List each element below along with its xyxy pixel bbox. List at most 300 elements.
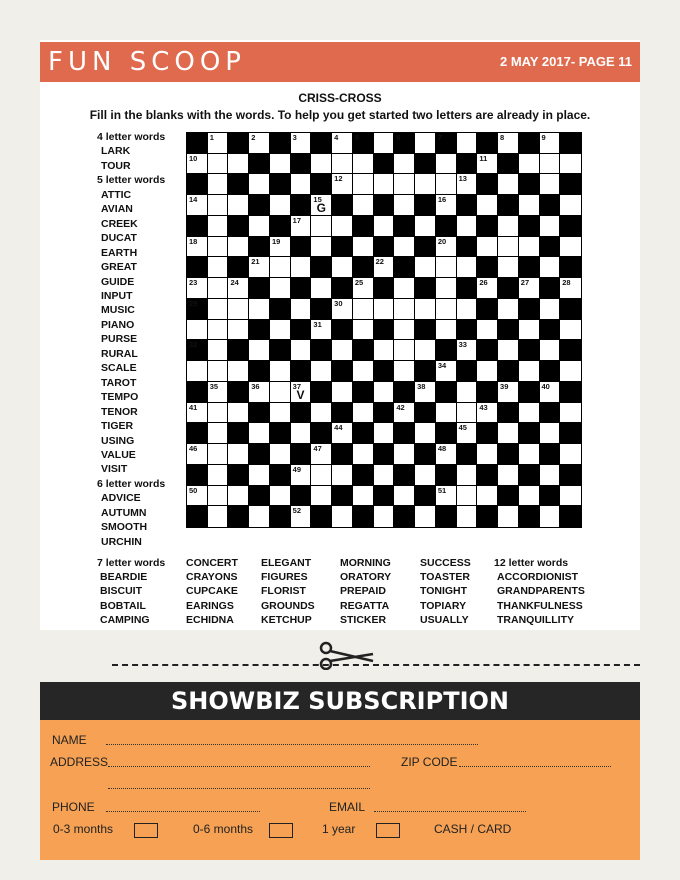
crossword-grid[interactable] xyxy=(186,132,582,528)
option-label: 0-6 months xyxy=(193,822,254,836)
grid-block xyxy=(394,423,415,444)
grid-cell[interactable] xyxy=(498,382,519,403)
grid-cell[interactable] xyxy=(270,486,291,507)
grid-cell[interactable] xyxy=(228,154,249,175)
grid-cell[interactable] xyxy=(187,237,208,258)
grid-cell[interactable] xyxy=(560,486,581,507)
grid-cell[interactable] xyxy=(415,465,436,486)
grid-cell[interactable] xyxy=(560,195,581,216)
grid-cell[interactable] xyxy=(498,299,519,320)
clue-number: 1 xyxy=(209,133,214,142)
grid-block xyxy=(374,154,395,175)
grid-cell[interactable] xyxy=(228,299,249,320)
name-label: NAME xyxy=(52,733,87,747)
grid-cell[interactable] xyxy=(394,174,415,195)
grid-cell[interactable] xyxy=(311,361,332,382)
grid-cell[interactable] xyxy=(540,216,561,237)
cut-line xyxy=(112,664,640,666)
grid-block xyxy=(353,257,374,278)
grid-block xyxy=(187,382,208,403)
grid-block xyxy=(270,506,291,527)
grid-cell[interactable] xyxy=(291,133,312,154)
grid-cell[interactable] xyxy=(477,486,498,507)
grid-cell[interactable] xyxy=(228,361,249,382)
grid-cell[interactable] xyxy=(208,195,229,216)
grid-cell[interactable] xyxy=(208,133,229,154)
grid-cell[interactable] xyxy=(249,340,270,361)
grid-cell[interactable] xyxy=(519,361,540,382)
grid-block xyxy=(560,299,581,320)
grid-cell[interactable] xyxy=(270,278,291,299)
grid-cell[interactable] xyxy=(560,444,581,465)
grid-cell[interactable] xyxy=(477,361,498,382)
word-item: GREAT xyxy=(101,261,137,274)
grid-block xyxy=(291,237,312,258)
grid-cell[interactable] xyxy=(436,299,457,320)
grid-cell[interactable] xyxy=(208,154,229,175)
grid-cell[interactable] xyxy=(519,444,540,465)
grid-cell[interactable] xyxy=(394,444,415,465)
grid-cell[interactable] xyxy=(311,465,332,486)
grid-cell[interactable] xyxy=(519,403,540,424)
grid-cell[interactable] xyxy=(436,174,457,195)
grid-cell[interactable] xyxy=(498,340,519,361)
grid-cell[interactable] xyxy=(332,340,353,361)
grid-block xyxy=(498,320,519,341)
grid-cell[interactable] xyxy=(311,195,332,216)
grid-cell[interactable] xyxy=(498,465,519,486)
grid-cell[interactable] xyxy=(332,506,353,527)
grid-cell[interactable] xyxy=(332,423,353,444)
word-item: TENOR xyxy=(101,405,138,418)
grid-cell[interactable] xyxy=(353,154,374,175)
grid-cell[interactable] xyxy=(477,237,498,258)
grid-cell[interactable] xyxy=(249,506,270,527)
word-item: ATTIC xyxy=(101,188,132,201)
grid-cell[interactable] xyxy=(540,382,561,403)
clue-number: 49 xyxy=(292,464,302,474)
grid-cell[interactable] xyxy=(415,133,436,154)
grid-cell[interactable] xyxy=(540,340,561,361)
grid-cell[interactable] xyxy=(498,174,519,195)
grid-cell[interactable] xyxy=(291,174,312,195)
grid-cell[interactable] xyxy=(477,320,498,341)
clue-number: 13 xyxy=(458,174,467,184)
grid-cell[interactable] xyxy=(270,195,291,216)
grid-block xyxy=(291,403,312,424)
grid-cell[interactable] xyxy=(457,382,478,403)
grid-cell[interactable] xyxy=(208,403,229,424)
grid-cell[interactable] xyxy=(187,486,208,507)
grid-cell[interactable] xyxy=(457,403,478,424)
grid-block xyxy=(540,486,561,507)
grid-cell[interactable] xyxy=(187,154,208,175)
word-item: REGATTA xyxy=(340,599,390,612)
clue-number: 41 xyxy=(189,402,198,412)
grid-cell[interactable] xyxy=(477,444,498,465)
grid-cell[interactable] xyxy=(394,361,415,382)
grid-cell[interactable] xyxy=(353,174,374,195)
grid-cell[interactable] xyxy=(498,257,519,278)
grid-cell[interactable] xyxy=(540,174,561,195)
grid-cell[interactable] xyxy=(394,403,415,424)
clue-number: 46 xyxy=(189,444,198,454)
grid-block xyxy=(187,216,208,237)
grid-cell[interactable] xyxy=(187,320,208,341)
grid-block xyxy=(332,403,353,424)
grid-cell[interactable] xyxy=(228,403,249,424)
word-item: PIANO xyxy=(101,318,135,331)
grid-cell[interactable] xyxy=(374,465,395,486)
word-item: SCALE xyxy=(101,362,137,375)
grid-cell[interactable] xyxy=(270,320,291,341)
five-letter-header: 5 letter words xyxy=(97,174,166,187)
grid-block xyxy=(187,465,208,486)
grid-cell[interactable] xyxy=(332,216,353,237)
grid-cell[interactable] xyxy=(436,486,457,507)
grid-block xyxy=(415,361,436,382)
grid-cell[interactable] xyxy=(208,444,229,465)
address-field-line-2[interactable] xyxy=(108,788,370,789)
grid-cell[interactable] xyxy=(477,195,498,216)
grid-cell[interactable] xyxy=(353,320,374,341)
grid-block xyxy=(249,361,270,382)
grid-cell[interactable] xyxy=(477,403,498,424)
grid-cell[interactable] xyxy=(540,423,561,444)
grid-cell[interactable] xyxy=(353,444,374,465)
word-item: TOPIARY xyxy=(420,599,467,612)
grid-cell[interactable] xyxy=(560,237,581,258)
grid-cell[interactable] xyxy=(374,340,395,361)
grid-block xyxy=(249,154,270,175)
grid-cell[interactable] xyxy=(228,444,249,465)
grid-cell[interactable] xyxy=(519,486,540,507)
grid-cell[interactable] xyxy=(208,257,229,278)
grid-cell[interactable] xyxy=(332,382,353,403)
grid-cell[interactable] xyxy=(270,257,291,278)
grid-cell[interactable] xyxy=(187,361,208,382)
grid-cell[interactable] xyxy=(249,423,270,444)
grid-cell[interactable] xyxy=(457,465,478,486)
grid-cell[interactable] xyxy=(540,257,561,278)
option-3-months-checkbox[interactable] xyxy=(134,823,158,838)
grid-cell[interactable] xyxy=(415,340,436,361)
grid-cell[interactable] xyxy=(436,237,457,258)
grid-cell[interactable] xyxy=(519,154,540,175)
grid-cell[interactable] xyxy=(311,444,332,465)
grid-cell[interactable] xyxy=(560,278,581,299)
grid-block xyxy=(249,320,270,341)
phone-label: PHONE xyxy=(52,800,95,814)
address-field[interactable] xyxy=(108,766,370,767)
grid-cell[interactable] xyxy=(311,237,332,258)
grid-block xyxy=(477,174,498,195)
puzzle-instructions: Fill in the blanks with the words. To help you get started two letters are already in place. xyxy=(89,108,591,122)
grid-cell[interactable] xyxy=(208,506,229,527)
grid-cell[interactable] xyxy=(311,216,332,237)
option-1-year-checkbox[interactable] xyxy=(376,823,400,838)
grid-cell[interactable] xyxy=(270,444,291,465)
grid-cell[interactable] xyxy=(415,506,436,527)
grid-cell[interactable] xyxy=(208,174,229,195)
grid-cell[interactable] xyxy=(540,133,561,154)
grid-cell[interactable] xyxy=(249,299,270,320)
grid-cell[interactable] xyxy=(311,154,332,175)
grid-cell[interactable] xyxy=(436,361,457,382)
grid-cell[interactable] xyxy=(457,216,478,237)
grid-cell[interactable] xyxy=(560,403,581,424)
grid-cell[interactable] xyxy=(249,382,270,403)
grid-block xyxy=(249,237,270,258)
grid-cell[interactable] xyxy=(415,174,436,195)
grid-block xyxy=(457,444,478,465)
grid-block xyxy=(332,195,353,216)
grid-cell[interactable] xyxy=(394,154,415,175)
clue-number: 7 xyxy=(437,133,442,142)
grid-cell[interactable] xyxy=(457,506,478,527)
grid-block xyxy=(249,403,270,424)
grid-block xyxy=(270,465,291,486)
grid-cell[interactable] xyxy=(187,444,208,465)
grid-cell[interactable] xyxy=(332,465,353,486)
seven-letter-col-4 xyxy=(337,556,391,627)
grid-block xyxy=(457,237,478,258)
grid-cell[interactable] xyxy=(436,154,457,175)
option-6-months-checkbox[interactable] xyxy=(269,823,293,838)
grid-cell[interactable] xyxy=(540,299,561,320)
clue-number: 17 xyxy=(292,215,302,225)
grid-cell[interactable] xyxy=(560,361,581,382)
grid-cell[interactable] xyxy=(353,361,374,382)
grid-cell[interactable] xyxy=(353,237,374,258)
grid-cell[interactable] xyxy=(540,506,561,527)
grid-cell[interactable] xyxy=(311,486,332,507)
grid-cell[interactable] xyxy=(457,423,478,444)
grid-cell[interactable] xyxy=(436,444,457,465)
grid-cell[interactable] xyxy=(498,237,519,258)
grid-cell[interactable] xyxy=(415,257,436,278)
grid-cell[interactable] xyxy=(394,237,415,258)
grid-cell[interactable] xyxy=(457,299,478,320)
grid-cell[interactable] xyxy=(498,216,519,237)
grid-cell[interactable] xyxy=(457,257,478,278)
grid-cell[interactable] xyxy=(291,423,312,444)
grid-cell[interactable] xyxy=(457,340,478,361)
grid-block xyxy=(270,340,291,361)
word-list-left xyxy=(97,130,165,549)
grid-cell[interactable] xyxy=(519,320,540,341)
grid-cell[interactable] xyxy=(560,320,581,341)
grid-cell[interactable] xyxy=(311,278,332,299)
grid-cell[interactable] xyxy=(498,133,519,154)
grid-cell[interactable] xyxy=(415,299,436,320)
grid-cell[interactable] xyxy=(249,133,270,154)
grid-cell[interactable] xyxy=(519,237,540,258)
clue-number: 42 xyxy=(396,402,405,412)
grid-block xyxy=(560,423,581,444)
grid-cell[interactable] xyxy=(208,382,229,403)
grid-cell[interactable] xyxy=(208,320,229,341)
grid-block xyxy=(560,340,581,361)
grid-cell[interactable] xyxy=(353,403,374,424)
word-item: TAROT xyxy=(101,376,137,389)
name-field[interactable] xyxy=(106,744,478,745)
grid-cell[interactable] xyxy=(436,403,457,424)
grid-block xyxy=(477,133,498,154)
grid-cell[interactable] xyxy=(353,486,374,507)
grid-cell[interactable] xyxy=(415,423,436,444)
grid-cell[interactable] xyxy=(208,361,229,382)
grid-cell[interactable] xyxy=(291,382,312,403)
grid-block xyxy=(353,465,374,486)
grid-cell[interactable] xyxy=(560,154,581,175)
grid-cell[interactable] xyxy=(187,195,208,216)
grid-cell[interactable] xyxy=(208,340,229,361)
grid-block xyxy=(291,320,312,341)
grid-cell[interactable] xyxy=(332,133,353,154)
grid-cell[interactable] xyxy=(353,278,374,299)
grid-cell[interactable] xyxy=(208,423,229,444)
grid-cell[interactable] xyxy=(291,465,312,486)
grid-cell[interactable] xyxy=(457,486,478,507)
grid-cell[interactable] xyxy=(249,216,270,237)
grid-block xyxy=(332,444,353,465)
grid-cell[interactable] xyxy=(249,174,270,195)
grid-cell[interactable] xyxy=(353,195,374,216)
grid-cell[interactable] xyxy=(394,195,415,216)
word-item: CAMPING xyxy=(100,613,150,626)
grid-cell[interactable] xyxy=(436,195,457,216)
grid-cell[interactable] xyxy=(374,174,395,195)
grid-block xyxy=(415,486,436,507)
grid-cell[interactable] xyxy=(270,154,291,175)
grid-cell[interactable] xyxy=(353,299,374,320)
grid-block xyxy=(249,444,270,465)
grid-cell[interactable] xyxy=(249,465,270,486)
grid-cell[interactable] xyxy=(477,154,498,175)
grid-block xyxy=(228,382,249,403)
grid-cell[interactable] xyxy=(477,278,498,299)
grid-cell[interactable] xyxy=(228,486,249,507)
grid-cell[interactable] xyxy=(436,278,457,299)
word-item: CRAYONS xyxy=(186,571,238,584)
grid-cell[interactable] xyxy=(291,257,312,278)
grid-cell[interactable] xyxy=(374,299,395,320)
grid-cell[interactable] xyxy=(208,465,229,486)
grid-cell[interactable] xyxy=(208,237,229,258)
grid-cell[interactable] xyxy=(436,257,457,278)
email-field[interactable] xyxy=(374,811,526,812)
word-item: URCHIN xyxy=(101,535,142,548)
grid-block xyxy=(498,444,519,465)
grid-cell[interactable] xyxy=(187,278,208,299)
grid-cell[interactable] xyxy=(249,257,270,278)
grid-cell[interactable] xyxy=(394,486,415,507)
grid-cell[interactable] xyxy=(270,403,291,424)
grid-block xyxy=(353,506,374,527)
email-label: EMAIL xyxy=(329,800,366,814)
clue-number: 40 xyxy=(541,381,550,391)
grid-cell[interactable] xyxy=(228,237,249,258)
grid-cell[interactable] xyxy=(394,278,415,299)
grid-cell[interactable] xyxy=(374,133,395,154)
grid-cell[interactable] xyxy=(270,361,291,382)
grid-cell[interactable] xyxy=(415,216,436,237)
grid-cell[interactable] xyxy=(311,403,332,424)
grid-cell[interactable] xyxy=(208,299,229,320)
grid-cell[interactable] xyxy=(208,216,229,237)
grid-block xyxy=(436,506,457,527)
grid-cell[interactable] xyxy=(540,154,561,175)
grid-cell[interactable] xyxy=(374,506,395,527)
grid-cell[interactable] xyxy=(208,486,229,507)
grid-block xyxy=(477,465,498,486)
grid-cell[interactable] xyxy=(332,174,353,195)
four-letter-header: 4 letter words xyxy=(97,131,166,143)
grid-cell[interactable] xyxy=(457,174,478,195)
grid-cell[interactable] xyxy=(291,506,312,527)
puzzle-title: CRISS-CROSS xyxy=(298,91,382,105)
header-banner xyxy=(40,42,640,82)
grid-cell[interactable] xyxy=(394,299,415,320)
grid-block xyxy=(374,320,395,341)
grid-cell[interactable] xyxy=(498,506,519,527)
grid-cell[interactable] xyxy=(374,257,395,278)
word-item: TOASTER xyxy=(420,571,470,584)
grid-cell[interactable] xyxy=(374,216,395,237)
grid-cell[interactable] xyxy=(311,320,332,341)
grid-cell[interactable] xyxy=(208,278,229,299)
zip-field[interactable] xyxy=(459,766,611,767)
grid-block xyxy=(374,444,395,465)
grid-cell[interactable] xyxy=(187,403,208,424)
word-item: MUSIC xyxy=(101,304,135,317)
grid-cell[interactable] xyxy=(270,237,291,258)
grid-cell[interactable] xyxy=(332,154,353,175)
grid-cell[interactable] xyxy=(519,195,540,216)
grid-block xyxy=(415,195,436,216)
grid-block xyxy=(311,133,332,154)
phone-field[interactable] xyxy=(106,811,260,812)
grid-cell[interactable] xyxy=(228,195,249,216)
grid-cell[interactable] xyxy=(374,423,395,444)
grid-cell[interactable] xyxy=(270,382,291,403)
grid-block xyxy=(228,340,249,361)
grid-cell[interactable] xyxy=(291,216,312,237)
grid-cell[interactable] xyxy=(436,320,457,341)
grid-cell[interactable] xyxy=(291,340,312,361)
grid-cell[interactable] xyxy=(394,320,415,341)
grid-cell[interactable] xyxy=(498,423,519,444)
grid-cell[interactable] xyxy=(374,382,395,403)
grid-cell[interactable] xyxy=(540,465,561,486)
grid-block xyxy=(270,299,291,320)
grid-cell[interactable] xyxy=(332,257,353,278)
grid-cell[interactable] xyxy=(457,133,478,154)
grid-block xyxy=(187,257,208,278)
grid-cell[interactable] xyxy=(415,382,436,403)
grid-cell[interactable] xyxy=(394,340,415,361)
grid-cell[interactable] xyxy=(332,299,353,320)
grid-cell[interactable] xyxy=(228,320,249,341)
word-item: AUTUMN xyxy=(101,506,147,519)
grid-cell[interactable] xyxy=(291,299,312,320)
grid-cell[interactable] xyxy=(228,278,249,299)
clue-number: 16 xyxy=(437,195,447,205)
grid-cell[interactable] xyxy=(519,278,540,299)
clue-number: 6 xyxy=(396,133,401,142)
word-item: ELEGANT xyxy=(261,557,312,569)
